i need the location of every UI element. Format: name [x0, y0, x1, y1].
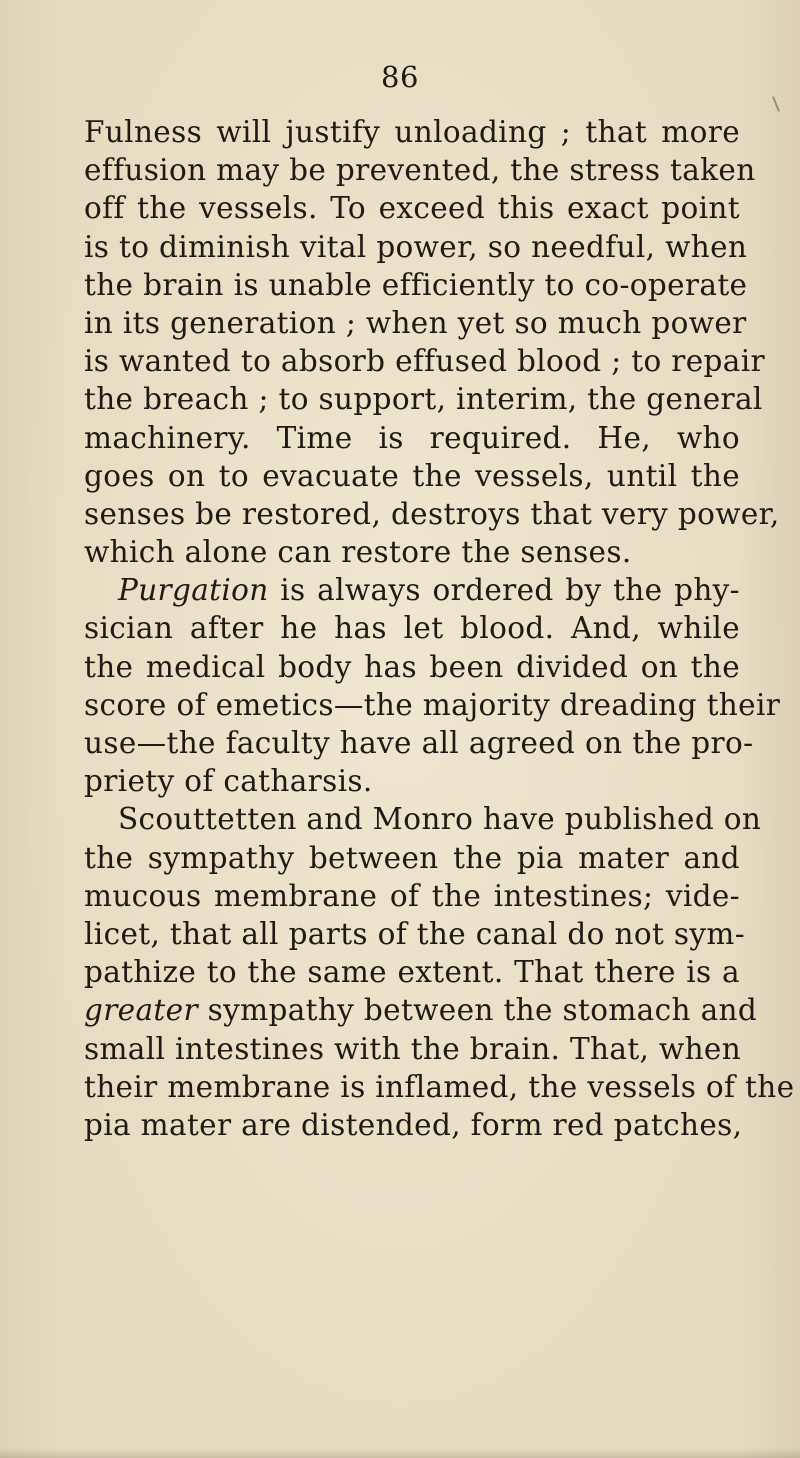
text-line-remainder: is always ordered by the phy- [268, 573, 740, 608]
text-line: is wanted to absorb effused blood ; to repair [84, 344, 765, 379]
text-line: priety of catharsis. [84, 764, 373, 799]
text-line: the sympathy between the pia mater and [84, 840, 740, 875]
scan-mark [772, 96, 780, 112]
text-line: mucous membrane of the intestines; vide- [84, 878, 740, 913]
text-line: effusion may be prevented, the stress taken [84, 153, 756, 188]
text-line: senses be restored, destroys that very power, [84, 496, 780, 531]
text-line: which alone can restore the senses. [84, 535, 632, 570]
text-line: the medical body has been divided on the [84, 649, 740, 684]
text-line: is to diminish vital power, so needful, when [84, 229, 748, 264]
text-line-remainder: sympathy between the stomach and [197, 993, 758, 1028]
italic-term: Purgation [118, 573, 269, 608]
italic-term: greater [84, 993, 198, 1028]
text-line: use—the faculty have all agreed on the pro- [84, 726, 754, 760]
text-line: sician after he has let blood. And, while [84, 611, 740, 646]
text-line: Fulness will justify unloading ; that more [84, 115, 740, 149]
body-text [84, 113, 795, 1144]
text-line: pathize to the same extent. That there is a [84, 955, 740, 990]
text-line: the brain is unable efficiently to co-operate [84, 267, 748, 302]
text-line: pia mater are distended, form red patches, [84, 1107, 743, 1142]
text-line: machinery. Time is required. He, who [84, 420, 740, 455]
text-line: small intestines with the brain. That, when [84, 1031, 742, 1066]
text-line: goes on to evacuate the vessels, until the [84, 458, 740, 493]
text-line: licet, that all parts of the canal do not sym- [84, 916, 746, 951]
text-line [84, 991, 758, 1029]
page-bottom-edge [0, 1448, 800, 1458]
text-line: score of emetics—the majority dreading their [84, 687, 781, 722]
text-line [84, 571, 740, 609]
text-line: Scouttetten and Monro have published on [118, 802, 762, 837]
text-line: in its generation ; when yet so much power [84, 305, 747, 340]
page-number: 86 [381, 60, 419, 94]
text-line: their membrane is inflamed, the vessels of the [84, 1069, 795, 1104]
text-line: off the vessels. To exceed this exact point [84, 191, 740, 226]
text-line: the breach ; to support, interim, the general [84, 382, 763, 417]
